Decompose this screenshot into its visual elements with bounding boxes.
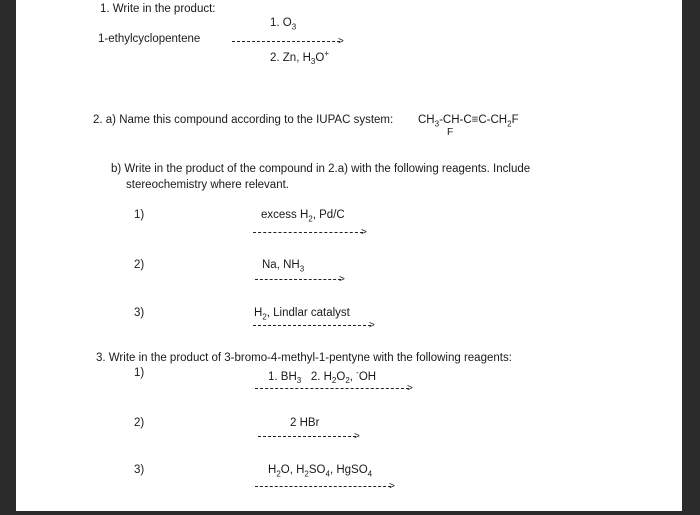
left-dark-border xyxy=(0,0,16,515)
q3-prompt: 3. Write in the product of 3-bromo-4-methyl-1-pentyne with the following reagents: xyxy=(96,352,512,364)
q2b-item1-reagent: excess $H_2$, Pd/C xyxy=(261,209,345,224)
q2b-item3-arrow: > xyxy=(253,322,377,330)
q1-reaction-arrow: > xyxy=(232,38,347,46)
q3-item3-reagent: $H_2O$, $H_2SO_4$, HgSO$_4$ xyxy=(268,464,373,479)
q2b-item2-reagent: Na, $NH_3$ xyxy=(262,259,305,274)
q3-item3-number: 3) xyxy=(134,464,145,476)
q2b-item3-number: 3) xyxy=(134,307,145,319)
q2b-line1: b) Write in the product of the compound in 2.a) with the following reagents. Include xyxy=(111,163,531,175)
bottom-dark-border xyxy=(0,511,700,515)
q1-reactant: 1-ethylcyclopentene xyxy=(98,33,201,45)
q2a-formula: $CH_3-CH-C\equiv C-CH_2F$ xyxy=(418,114,519,129)
q2b-item1-arrow: > xyxy=(253,229,369,237)
q3-item1-number: 1) xyxy=(134,367,145,379)
q1-step1: 1. $O_3$ xyxy=(270,17,297,32)
q3-item2-arrow: > xyxy=(258,433,362,441)
q3-item1-arrow: > xyxy=(255,385,415,393)
q2a-prompt: 2. a) Name this compound according to the IUPAC system: xyxy=(93,114,394,126)
q3-item2-reagent: 2 HBr xyxy=(290,417,320,429)
q1-step2: 2. Zn, $H_3O^+$ xyxy=(270,49,329,67)
q2b-item2-arrow: > xyxy=(255,276,347,284)
q2b-line2: stereochemistry where relevant. xyxy=(126,179,289,191)
q2b-item2-number: 2) xyxy=(134,259,145,271)
right-dark-border xyxy=(682,0,700,515)
q2b-item1-number: 1) xyxy=(134,209,145,221)
q2b-item3-reagent: $H_2$, Lindlar catalyst xyxy=(254,307,350,322)
q3-item1-reagent: 1. $BH_3$ 2. $H_2O_2$, -OH xyxy=(268,368,377,386)
q3-item3-arrow: > xyxy=(255,483,397,491)
q1-prompt: 1. Write in the product: xyxy=(100,3,216,15)
q3-item2-number: 2) xyxy=(134,417,145,429)
q2a-fluoro-substituent: F xyxy=(447,127,454,138)
